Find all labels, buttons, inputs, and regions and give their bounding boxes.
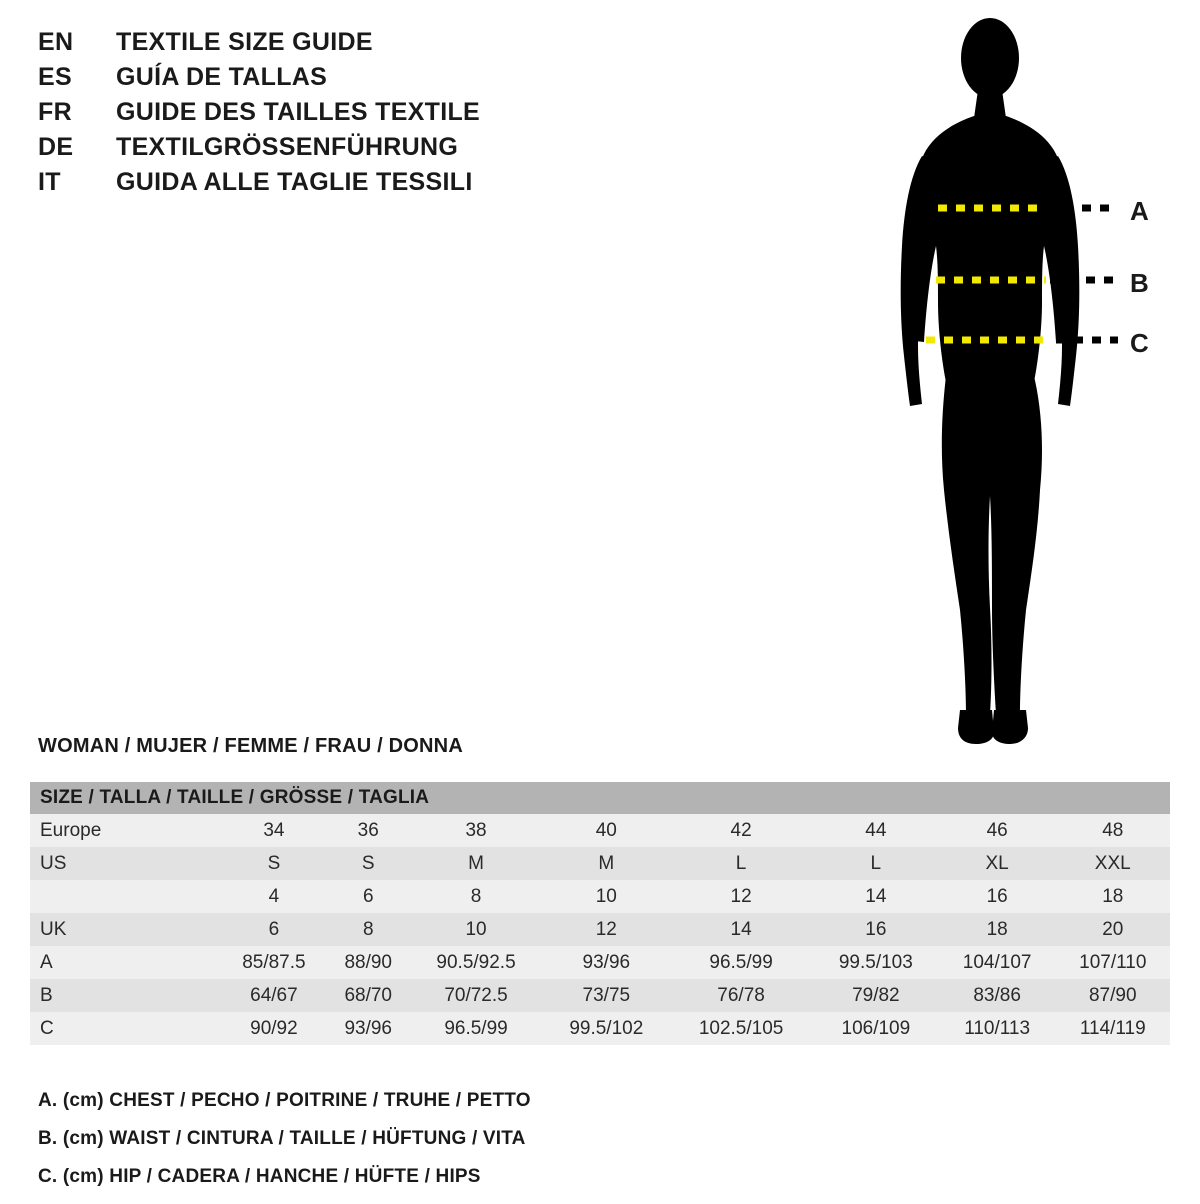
footnote-chest: A. (cm) CHEST / PECHO / POITRINE / TRUHE / PETTO: [38, 1090, 531, 1111]
cell: S: [328, 847, 409, 880]
cell: 6: [220, 913, 328, 946]
cell: 8: [328, 913, 409, 946]
body-figure: [860, 10, 1190, 750]
cell: 46: [939, 814, 1056, 847]
cell: 4: [220, 880, 328, 913]
cell: 106/109: [813, 1012, 939, 1045]
footnote-hip: C. (cm) HIP / CADERA / HANCHE / HÜFTE / HIPS: [38, 1166, 481, 1187]
cell: 96.5/99: [669, 946, 813, 979]
cell: 114/119: [1056, 1012, 1170, 1045]
row-label: UK: [30, 913, 220, 946]
cell: 18: [939, 913, 1056, 946]
language-title: TEXTILGRÖSSENFÜHRUNG: [116, 133, 459, 161]
row-label: B: [30, 979, 220, 1012]
cell: 14: [813, 880, 939, 913]
language-title-block: [38, 28, 598, 203]
cell: 76/78: [669, 979, 813, 1012]
cell: 68/70: [328, 979, 409, 1012]
cell: 20: [1056, 913, 1170, 946]
footnote-waist: B. (cm) WAIST / CINTURA / TAILLE / HÜFTUNG / VITA: [38, 1128, 526, 1149]
cell: 99.5/103: [813, 946, 939, 979]
measurement-label-a: A: [1130, 196, 1149, 226]
cell: 8: [409, 880, 544, 913]
language-row: [38, 63, 598, 98]
cell: XL: [939, 847, 1056, 880]
language-row: [38, 98, 598, 133]
cell: L: [669, 847, 813, 880]
cell: 40: [543, 814, 669, 847]
cell: 16: [813, 913, 939, 946]
table-row: [30, 814, 1170, 847]
row-label: US: [30, 847, 220, 880]
row-label: A: [30, 946, 220, 979]
cell: 99.5/102: [543, 1012, 669, 1045]
cell: 96.5/99: [409, 1012, 544, 1045]
table-row: [30, 946, 1170, 979]
measurement-label-b: B: [1130, 268, 1149, 298]
cell: 34: [220, 814, 328, 847]
cell: 104/107: [939, 946, 1056, 979]
cell: 87/90: [1056, 979, 1170, 1012]
language-code: EN: [38, 28, 74, 56]
cell: 48: [1056, 814, 1170, 847]
cell: 90/92: [220, 1012, 328, 1045]
table-row: [30, 979, 1170, 1012]
cell: 12: [669, 880, 813, 913]
language-row: [38, 133, 598, 168]
cell: L: [813, 847, 939, 880]
cell: 93/96: [328, 1012, 409, 1045]
cell: 18: [1056, 880, 1170, 913]
cell: S: [220, 847, 328, 880]
language-title: TEXTILE SIZE GUIDE: [116, 28, 373, 56]
cell: 88/90: [328, 946, 409, 979]
cell: 42: [669, 814, 813, 847]
row-label: C: [30, 1012, 220, 1045]
cell: 70/72.5: [409, 979, 544, 1012]
cell: 93/96: [543, 946, 669, 979]
cell: XXL: [1056, 847, 1170, 880]
cell: 14: [669, 913, 813, 946]
cell: M: [543, 847, 669, 880]
language-row: [38, 168, 598, 203]
cell: 10: [409, 913, 544, 946]
cell: 12: [543, 913, 669, 946]
table-header-label: SIZE / TALLA / TAILLE / GRÖSSE / TAGLIA: [30, 782, 1170, 814]
cell: 110/113: [939, 1012, 1056, 1045]
cell: 79/82: [813, 979, 939, 1012]
table-header-row: [30, 782, 1170, 814]
cell: 38: [409, 814, 544, 847]
footnotes: [38, 1090, 838, 1204]
row-label: Europe: [30, 814, 220, 847]
cell: 16: [939, 880, 1056, 913]
cell: 107/110: [1056, 946, 1170, 979]
cell: 85/87.5: [220, 946, 328, 979]
language-code: FR: [38, 98, 72, 126]
language-title: GUIDE DES TAILLES TEXTILE: [116, 98, 481, 126]
cell: 90.5/92.5: [409, 946, 544, 979]
table-group-heading: WOMAN / MUJER / FEMME / FRAU / DONNA: [38, 735, 463, 757]
language-code: DE: [38, 133, 74, 161]
table-row: [30, 847, 1170, 880]
table-row: [30, 1012, 1170, 1045]
language-title: GUIDA ALLE TAGLIE TESSILI: [116, 168, 473, 196]
cell: 73/75: [543, 979, 669, 1012]
language-row: [38, 28, 598, 63]
table-row: [30, 880, 1170, 913]
row-label: [30, 880, 220, 913]
table-row: [30, 913, 1170, 946]
language-title: GUÍA DE TALLAS: [116, 63, 328, 91]
cell: 102.5/105: [669, 1012, 813, 1045]
language-code: IT: [38, 168, 61, 196]
cell: M: [409, 847, 544, 880]
cell: 6: [328, 880, 409, 913]
language-code: ES: [38, 63, 72, 91]
cell: 64/67: [220, 979, 328, 1012]
cell: 10: [543, 880, 669, 913]
size-table: [30, 782, 1170, 1045]
cell: 83/86: [939, 979, 1056, 1012]
measurement-label-c: C: [1130, 328, 1149, 358]
cell: 44: [813, 814, 939, 847]
female-silhouette-icon: [860, 10, 1190, 750]
cell: 36: [328, 814, 409, 847]
